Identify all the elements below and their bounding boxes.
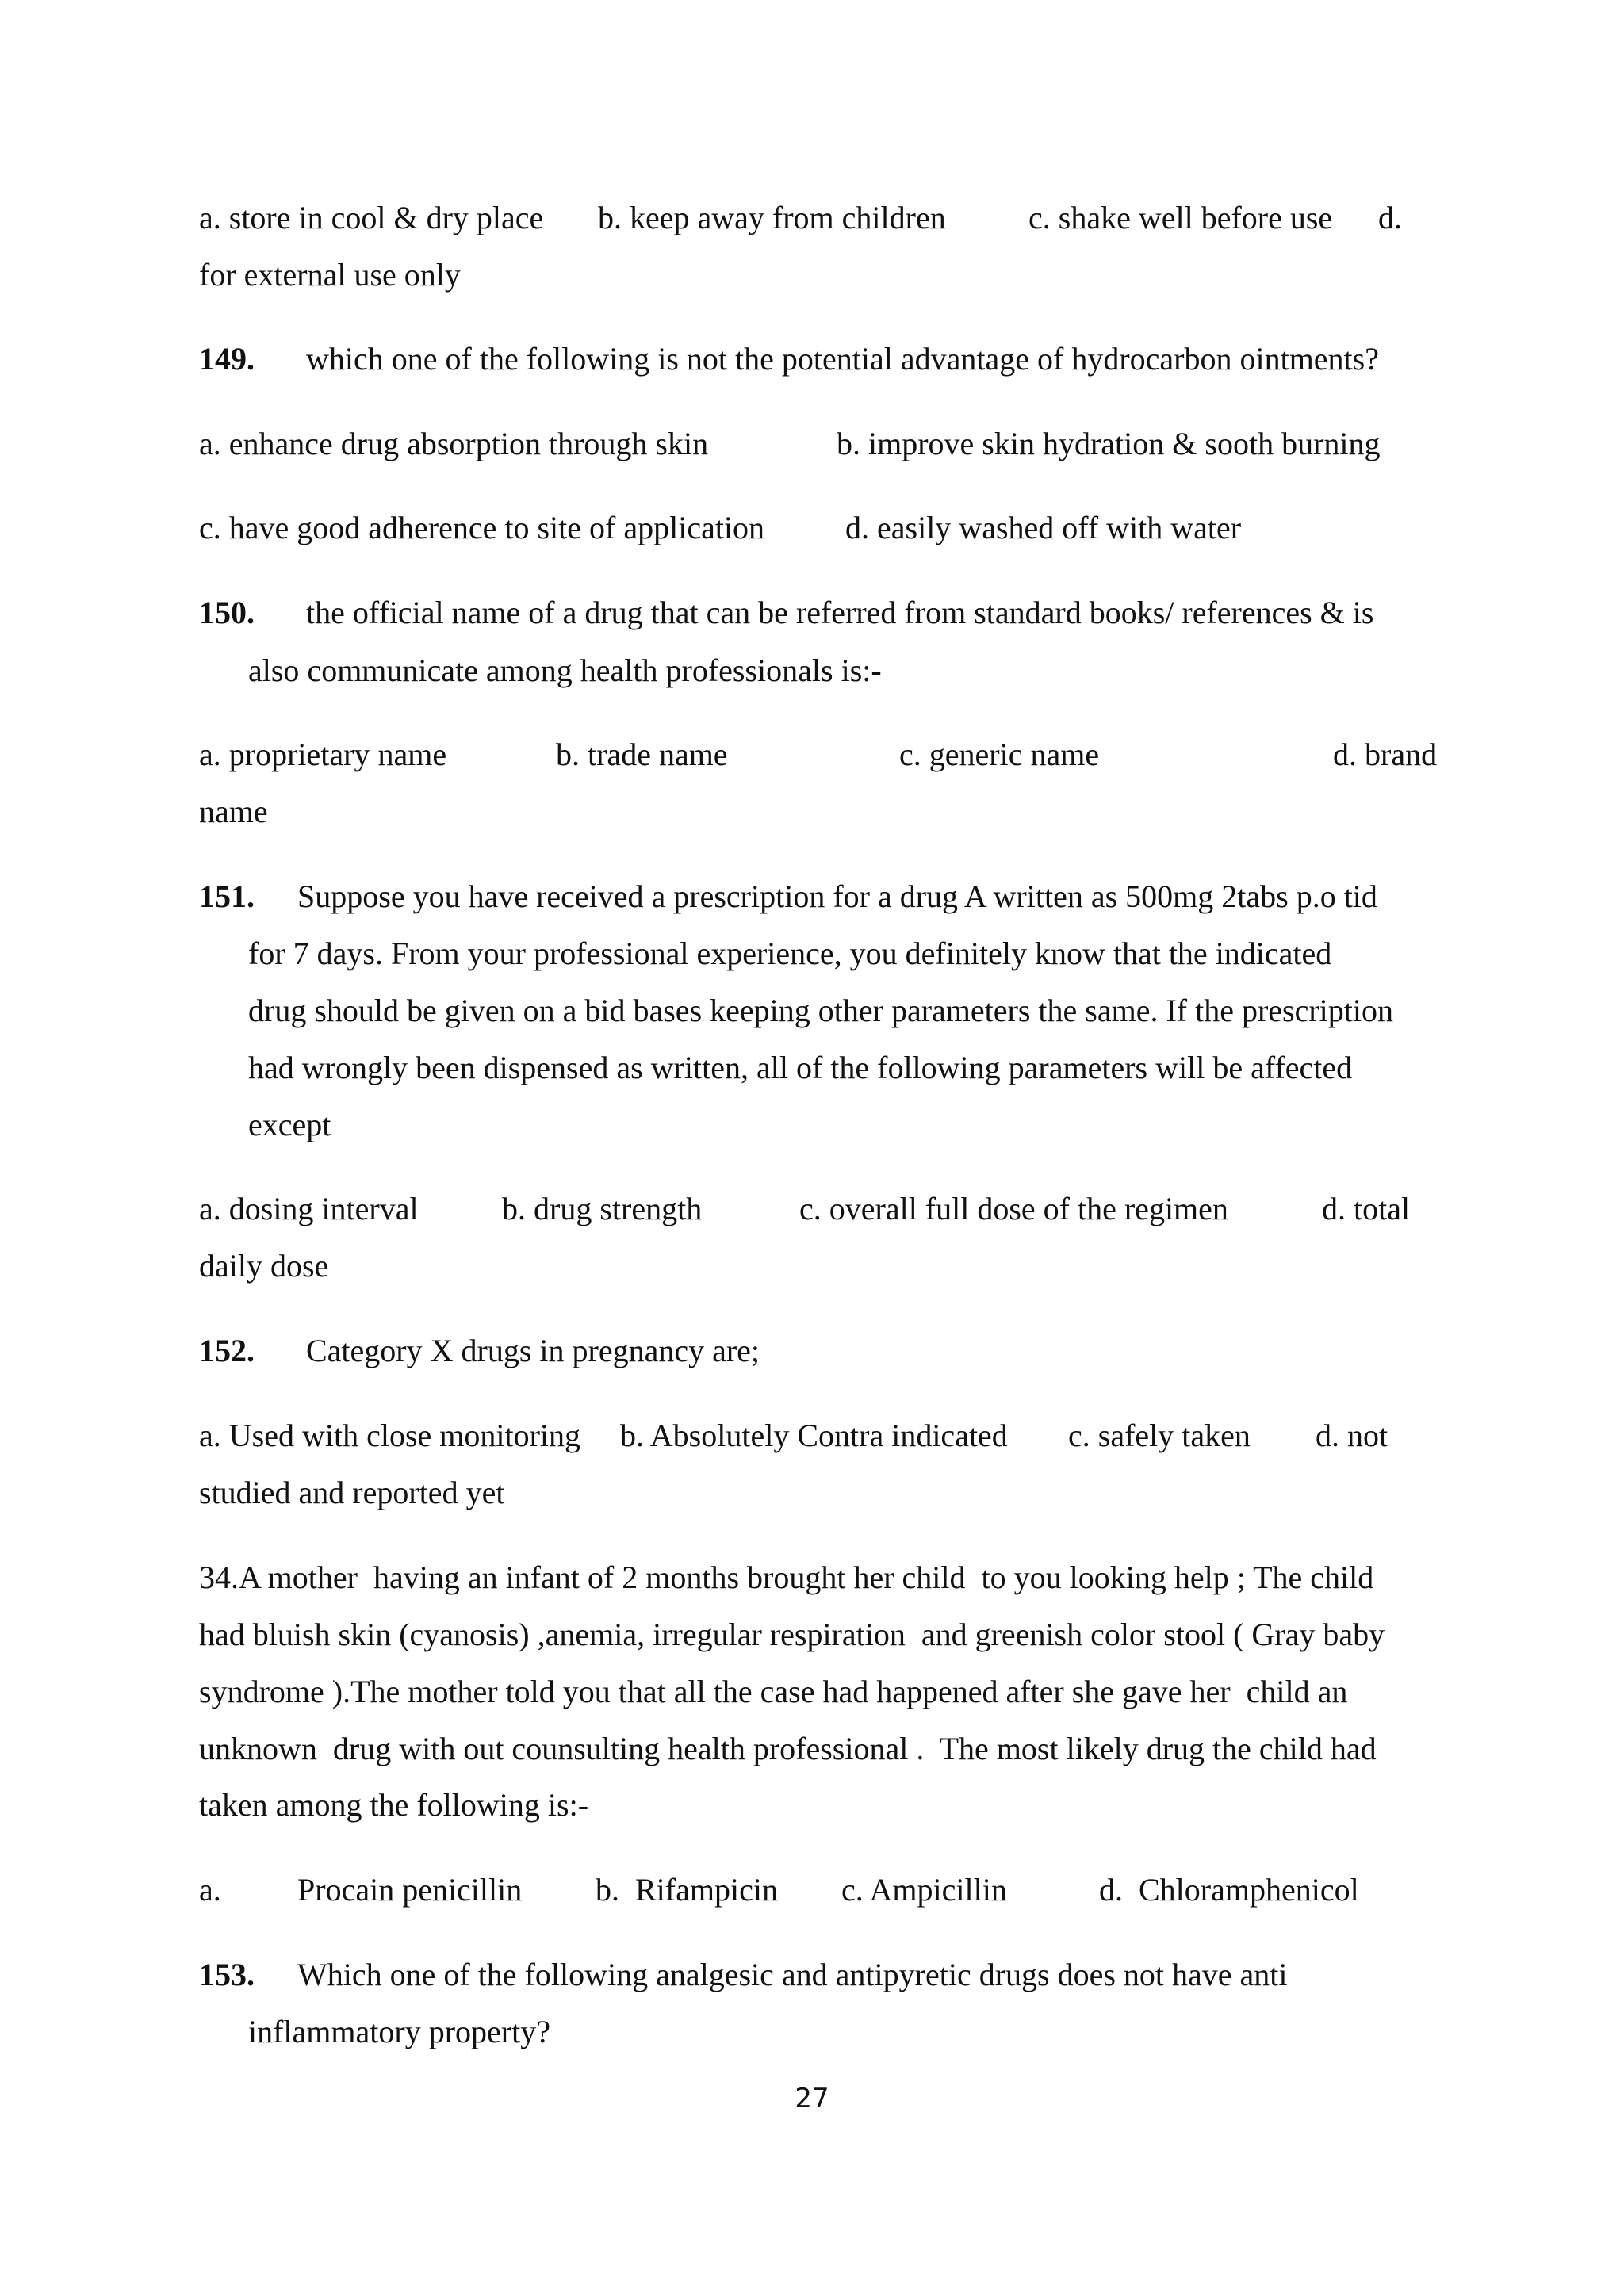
option-c: c. overall full dose of the regimen bbox=[799, 1191, 1228, 1226]
option-d: d. Chloramphenicol bbox=[1099, 1872, 1359, 1908]
question-number: 149. bbox=[199, 341, 255, 377]
option-d-continuation: for external use only bbox=[199, 257, 461, 293]
question-number: 151. bbox=[199, 878, 255, 914]
option-a-label: a. bbox=[199, 1872, 221, 1908]
question-text: Category X drugs in pregnancy are; bbox=[306, 1333, 760, 1368]
question-text: taken among the following is:- bbox=[199, 1787, 589, 1823]
option-b: b. keep away from children bbox=[598, 200, 946, 235]
page-number: 27 bbox=[795, 2083, 829, 2114]
option-b: b. Rifampicin bbox=[596, 1872, 778, 1908]
option-d-continuation: studied and reported yet bbox=[199, 1475, 505, 1510]
option-b: b. drug strength bbox=[502, 1191, 703, 1226]
option-a: a. Used with close monitoring bbox=[199, 1418, 581, 1453]
option-d: d. not bbox=[1316, 1418, 1388, 1453]
option-b: b. Absolutely Contra indicated bbox=[620, 1418, 1008, 1453]
option-a: a. proprietary name bbox=[199, 737, 447, 772]
option-d: d. brand bbox=[1333, 737, 1438, 772]
question-text: had bluish skin (cyanosis) ,anemia, irregular respiration and greenish color stool ( Gray baby bbox=[199, 1617, 1385, 1652]
option-a: a. store in cool & dry place bbox=[199, 200, 544, 235]
question-number: 153. bbox=[199, 1957, 255, 1992]
question-text: syndrome ).The mother told you that all the case had happened after she gave her child an bbox=[199, 1674, 1348, 1709]
question-text: which one of the following is not the potential advantage of hydrocarbon ointments? bbox=[306, 341, 1379, 377]
question-text: the official name of a drug that can be referred from standard books/ references & is bbox=[306, 595, 1374, 630]
question-text: also communicate among health professionals is:- bbox=[248, 652, 882, 688]
question-text: had wrongly been dispensed as written, all of the following parameters will be affected bbox=[248, 1050, 1353, 1085]
option-c: c. have good adherence to site of application bbox=[199, 510, 765, 545]
question-number: 152. bbox=[199, 1333, 255, 1368]
option-a: a. enhance drug absorption through skin bbox=[199, 426, 709, 461]
question-text: drug should be given on a bid bases keeping other parameters the same. If the prescription bbox=[248, 993, 1394, 1028]
option-d: d. bbox=[1378, 200, 1402, 235]
option-d-continuation: name bbox=[199, 794, 268, 829]
option-a: Procain penicillin bbox=[297, 1872, 523, 1908]
question-text: inflammatory property? bbox=[248, 2014, 550, 2049]
option-b: b. improve skin hydration & sooth burning bbox=[837, 426, 1381, 461]
option-c: c. shake well before use bbox=[1028, 200, 1333, 235]
question-text: for 7 days. From your professional experience, you definitely know that the indicated bbox=[248, 936, 1332, 971]
option-a: a. dosing interval bbox=[199, 1191, 419, 1226]
question-text: Which one of the following analgesic and antipyretic drugs does not have anti bbox=[297, 1957, 1288, 1992]
option-d: d. easily washed off with water bbox=[845, 510, 1242, 545]
question-number: 150. bbox=[199, 595, 255, 630]
question-text: except bbox=[248, 1107, 331, 1142]
question-text: Suppose you have received a prescription for a drug A written as 500mg 2tabs p.o tid bbox=[297, 878, 1377, 914]
option-d-continuation: daily dose bbox=[199, 1248, 329, 1284]
option-d: d. total bbox=[1322, 1191, 1411, 1226]
option-b: b. trade name bbox=[556, 737, 728, 772]
question-text: 34.A mother having an infant of 2 months brought her child to you looking help ; The child bbox=[199, 1559, 1374, 1595]
question-text: unknown drug with out counsulting health professional . The most likely drug the child had bbox=[199, 1731, 1377, 1766]
option-c: c. generic name bbox=[899, 737, 1100, 772]
option-c: c. safely taken bbox=[1068, 1418, 1251, 1453]
option-c: c. Ampicillin bbox=[841, 1872, 1007, 1908]
